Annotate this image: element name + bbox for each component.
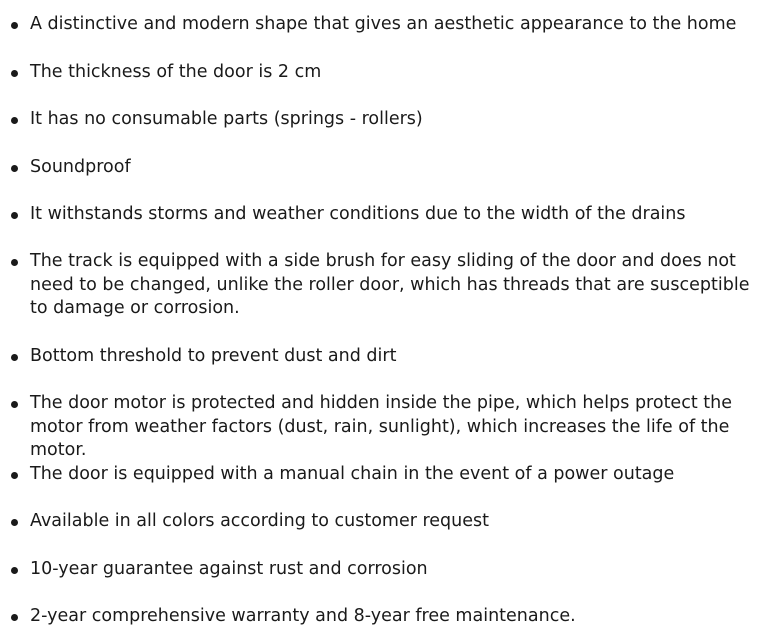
list-item — [0, 605, 576, 629]
list-item — [0, 108, 423, 132]
list-item — [0, 510, 489, 534]
list-item-text: It has no consumable parts (springs - rollers) — [30, 109, 423, 129]
bullet-icon — [11, 401, 18, 408]
list-item — [0, 156, 131, 180]
bullet-icon — [11, 519, 18, 526]
list-item-text: The track is equipped with a side brush for easy sliding of the door and does not need to be changed, unlike the roller door, which has threads that are susceptible to damage or corrosion. — [30, 251, 750, 318]
list-item — [0, 203, 686, 227]
bullet-icon — [11, 165, 18, 172]
bullet-icon — [11, 22, 18, 29]
list-item-text: 2-year comprehensive warranty and 8-year free maintenance. — [30, 606, 576, 626]
list-item-text: The door motor is protected and hidden inside the pipe, which helps protect the motor from weather factors (dust, rain, sunlight), which increases the life of the motor. — [30, 393, 732, 460]
list-item — [0, 250, 768, 321]
bullet-icon — [11, 354, 18, 361]
list-item-text: Soundproof — [30, 157, 131, 177]
list-item-text: 10-year guarantee against rust and corrosion — [30, 559, 428, 579]
list-item-text: Available in all colors according to customer request — [30, 511, 489, 531]
bullet-icon — [11, 117, 18, 124]
bullet-icon — [11, 472, 18, 479]
list-item — [0, 463, 674, 487]
list-item — [0, 61, 321, 85]
list-item — [0, 558, 428, 582]
bullet-icon — [11, 70, 18, 77]
list-item-text: The thickness of the door is 2 cm — [30, 62, 322, 82]
bullet-icon — [11, 614, 18, 621]
bullet-icon — [11, 567, 18, 574]
list-item-text: Bottom threshold to prevent dust and dirt — [30, 346, 397, 366]
bullet-icon — [11, 259, 18, 266]
list-item-text: It withstands storms and weather conditions due to the width of the drains — [30, 204, 686, 224]
bullet-icon — [11, 212, 18, 219]
list-item — [0, 345, 396, 369]
list-item-text: The door is equipped with a manual chain in the event of a power outage — [30, 464, 675, 484]
list-item — [0, 392, 768, 463]
list-item — [0, 13, 736, 37]
list-item-text: A distinctive and modern shape that gives an aesthetic appearance to the home — [30, 14, 737, 34]
